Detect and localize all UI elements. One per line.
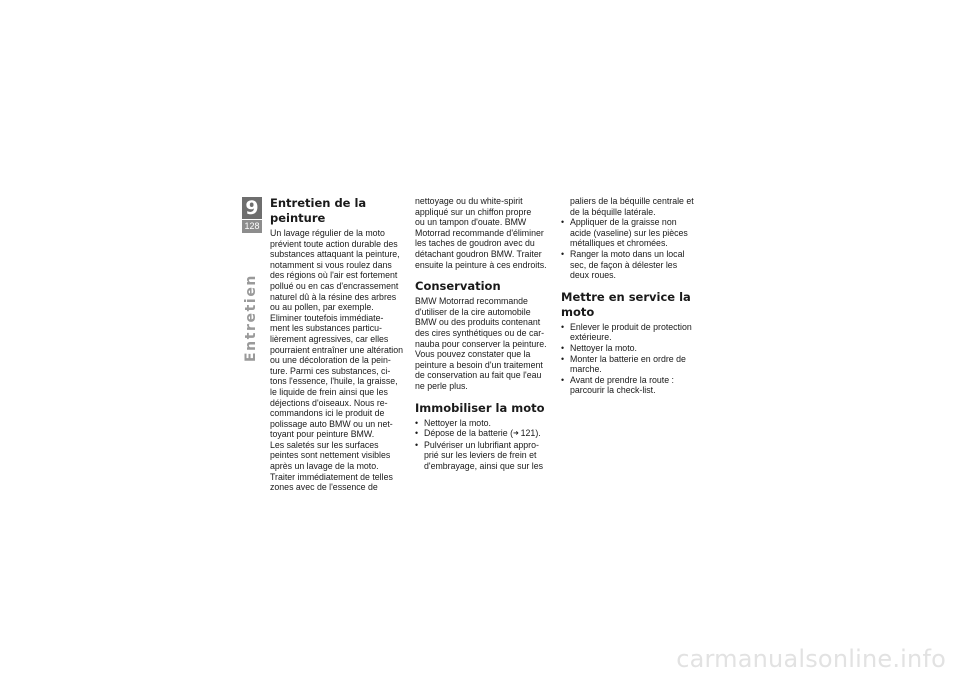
text-line: les taches de goudron avec du <box>415 238 535 249</box>
text-line: de conservation au fait que l'eau <box>415 370 542 381</box>
text-line: lièrement agressives, car elles <box>270 333 389 344</box>
heading-line: moto <box>561 304 595 319</box>
text-line: ne perle plus. <box>415 380 468 391</box>
text-line: toyant pour peinture BMW. <box>270 429 375 440</box>
text-line: parcourir la check-list. <box>570 385 656 396</box>
list-item <box>561 354 701 375</box>
text-line: prié sur les leviers de frein et <box>424 450 537 461</box>
text-line: Les saletés sur les surfaces <box>270 439 379 450</box>
list-immobiliser <box>415 418 555 472</box>
text-line: substances attaquant la peinture, <box>270 249 400 260</box>
heading-immobiliser: Immobiliser la moto <box>415 400 545 415</box>
column-1 <box>270 196 410 493</box>
column-3 <box>561 196 701 396</box>
text-line: marche. <box>570 364 602 375</box>
text-line: pollué ou en cas d'encrassement <box>270 280 399 291</box>
text-line: deux roues. <box>570 270 616 281</box>
column-2 <box>415 196 555 471</box>
text-line: nettoyage ou du white-spirit <box>415 196 523 206</box>
text-line: • Pulvériser un lubrifiant appro- <box>424 439 539 450</box>
text-line: Vous pouvez constater que la <box>415 349 531 360</box>
list-item-text: Dépose de la batterie ( <box>424 428 513 439</box>
text-line: prévient toute action durable des <box>270 238 398 249</box>
heading-entretien-peinture: Entretien de la peinture <box>270 196 367 225</box>
heading-conservation: Conservation <box>415 279 501 294</box>
text-line: • Ranger la moto dans un local <box>570 248 685 259</box>
heading-line: Mettre en service la <box>561 289 691 304</box>
text-line: • Avant de prendre la route : <box>570 374 675 385</box>
list-item: • Nettoyer la moto. <box>561 343 701 354</box>
text-line: pourraient entraîner une altération <box>270 344 404 355</box>
text-line: tons l'essence, l'huile, la graisse, <box>270 376 398 387</box>
text-line: après un lavage de la moto. <box>270 461 379 472</box>
list-item <box>561 322 701 343</box>
text-line: • Enlever le produit de protection <box>570 321 692 332</box>
text-line: • Monter la batterie en ordre de <box>570 353 686 364</box>
text-line: déjections d'oiseaux. Nous re- <box>270 397 388 408</box>
text-line: peinture a besoin d'un traitement <box>415 359 543 370</box>
text-line: ture. Parmi ces substances, ci- <box>270 365 391 376</box>
text-line: notamment si vous roulez dans <box>270 259 392 270</box>
paragraph-peinture-part2 <box>415 196 555 270</box>
text-line: peintes sont nettement visibles <box>270 450 391 461</box>
list-immobiliser-continued <box>561 196 701 281</box>
chapter-number: 9 <box>242 197 262 219</box>
text-line: polissage auto BMW ou un net- <box>270 418 393 429</box>
list-item <box>561 375 701 396</box>
list-item <box>415 428 555 440</box>
chapter-side-title: Entretien <box>243 274 259 362</box>
page-reference-link[interactable]: 121 <box>520 428 536 439</box>
text-line: métalliques et chromées. <box>570 238 668 249</box>
text-line: acide (vaseline) sur les pièces <box>570 227 688 238</box>
text-line: Motorrad recommande d'éliminer <box>415 227 544 238</box>
list-item: • Nettoyer la moto. <box>415 418 555 429</box>
text-line: ou au pollen, par exemple. <box>270 302 374 313</box>
text-line: naturel dû à la résine des arbres <box>270 291 397 302</box>
paragraph-peinture-part1 <box>270 228 410 493</box>
list-item <box>561 217 701 249</box>
list-item <box>415 440 555 472</box>
list-item-continued <box>561 196 701 217</box>
text-line: ensuite la peinture à ces endroits. <box>415 259 547 270</box>
text-line: sec, de façon à délester les <box>570 259 678 270</box>
page-number: 128 <box>242 220 262 233</box>
text-line: ou une décoloration de la pein- <box>270 355 391 366</box>
list-item <box>561 249 701 281</box>
list-mettre-en-service <box>561 322 701 396</box>
text-line: BMW Motorrad recommande <box>415 296 528 307</box>
text-line: extérieure. <box>570 332 612 343</box>
text-line: des cires synthétiques ou de car- <box>415 327 545 338</box>
text-line: Eliminer toutefois immédiate- <box>270 312 384 323</box>
text-line: des régions où l'air est fortement <box>270 270 398 281</box>
heading-mettre-en-service <box>561 290 701 320</box>
text-line: paliers de la béquille centrale et <box>570 196 694 206</box>
text-line: zones avec de l'essence de <box>270 482 378 493</box>
text-line: Un lavage régulier de la moto <box>270 228 385 238</box>
paragraph-conservation <box>415 296 555 391</box>
text-line: ment les substances particu- <box>270 323 382 334</box>
text-line: d'embrayage, ainsi que sur les <box>424 460 544 471</box>
text-line: • Appliquer de la graisse non <box>570 217 677 228</box>
text-line: appliqué sur un chiffon propre <box>415 206 532 217</box>
text-line: nauba pour conserver la peinture. <box>415 338 547 349</box>
text-line: BMW ou des produits contenant <box>415 317 541 328</box>
watermark-text: carmanualsonline.info <box>676 645 946 673</box>
text-line: de la béquille latérale. <box>570 206 656 217</box>
arrow-right-icon: ➜ <box>513 430 519 438</box>
text-line: d'utiliser de la cire automobile <box>415 306 531 317</box>
text-line: commandons ici le produit de <box>270 408 385 419</box>
text-line: le liquide de frein ainsi que les <box>270 386 388 397</box>
text-line: détachant goudron BMW. Traiter <box>415 248 542 259</box>
text-line: ou un tampon d'ouate. BMW <box>415 217 527 228</box>
text-line: Traiter immédiatement de telles <box>270 471 393 482</box>
list-item-text: ). <box>535 428 541 439</box>
